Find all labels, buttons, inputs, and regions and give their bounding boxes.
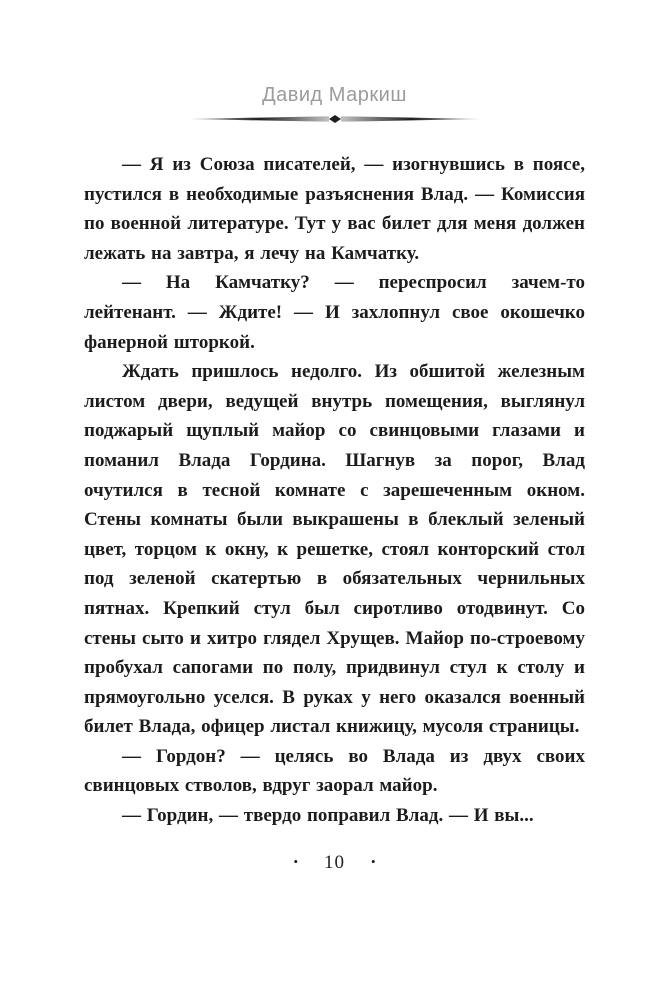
divider-ornament [84,115,585,123]
paragraph: Ждать пришлось недолго. Из обшитой железным листом двери, ведущей внутрь помещения, выглянул поджарый щуплый майор со свинцовыми глазами и поманил Влада Гордина. Шагнув за порог, Влад очутился в тесной комнате с зарешеченным окном. Стены комнаты были выкрашены в блеклый зеленый цвет, торцом к окну, к решетке, стоял конторский стол под зеленой скатертью в обязательных чернильных пятнах. Крепкий стул был сиротливо отодвинут. Со стены сыто и хитро глядел Хрущев. Майор по-строевому пробухал сапогами по полу, придвинул стул к столу и прямоугольно уселся. В руках у него оказался военный билет Влада, офицер листал книжицу, мусоля страницы. [84,361,585,738]
author-header: Давид Маркиш [262,84,407,106]
paragraph: — На Камчатку? — переспросил зачем-то лейтенант. — Ждите! — И захлопнул свое окошечко фанерной шторкой. [84,272,585,353]
page-number: 10 [324,851,345,873]
divider-rule-icon [189,115,481,123]
footer-dot-left: • [293,853,298,869]
body-text [84,150,585,831]
page-footer [84,852,585,874]
paragraph: — Гордин, — твердо поправил Влад. — И вы... [122,805,534,827]
paragraph: — Я из Союза писателей, — изогнувшись в поясе, пустился в необходимые разъяснения Влад. — Комиссия по военной литературе. Тут у вас билет для меня должен лежать на завтра, я лечу на Камчатку. [84,154,585,264]
paragraph: — Гордон? — целясь во Влада из двух своих свинцовых стволов, вдруг заорал майор. [84,745,585,797]
footer-dot-right: • [371,853,376,869]
